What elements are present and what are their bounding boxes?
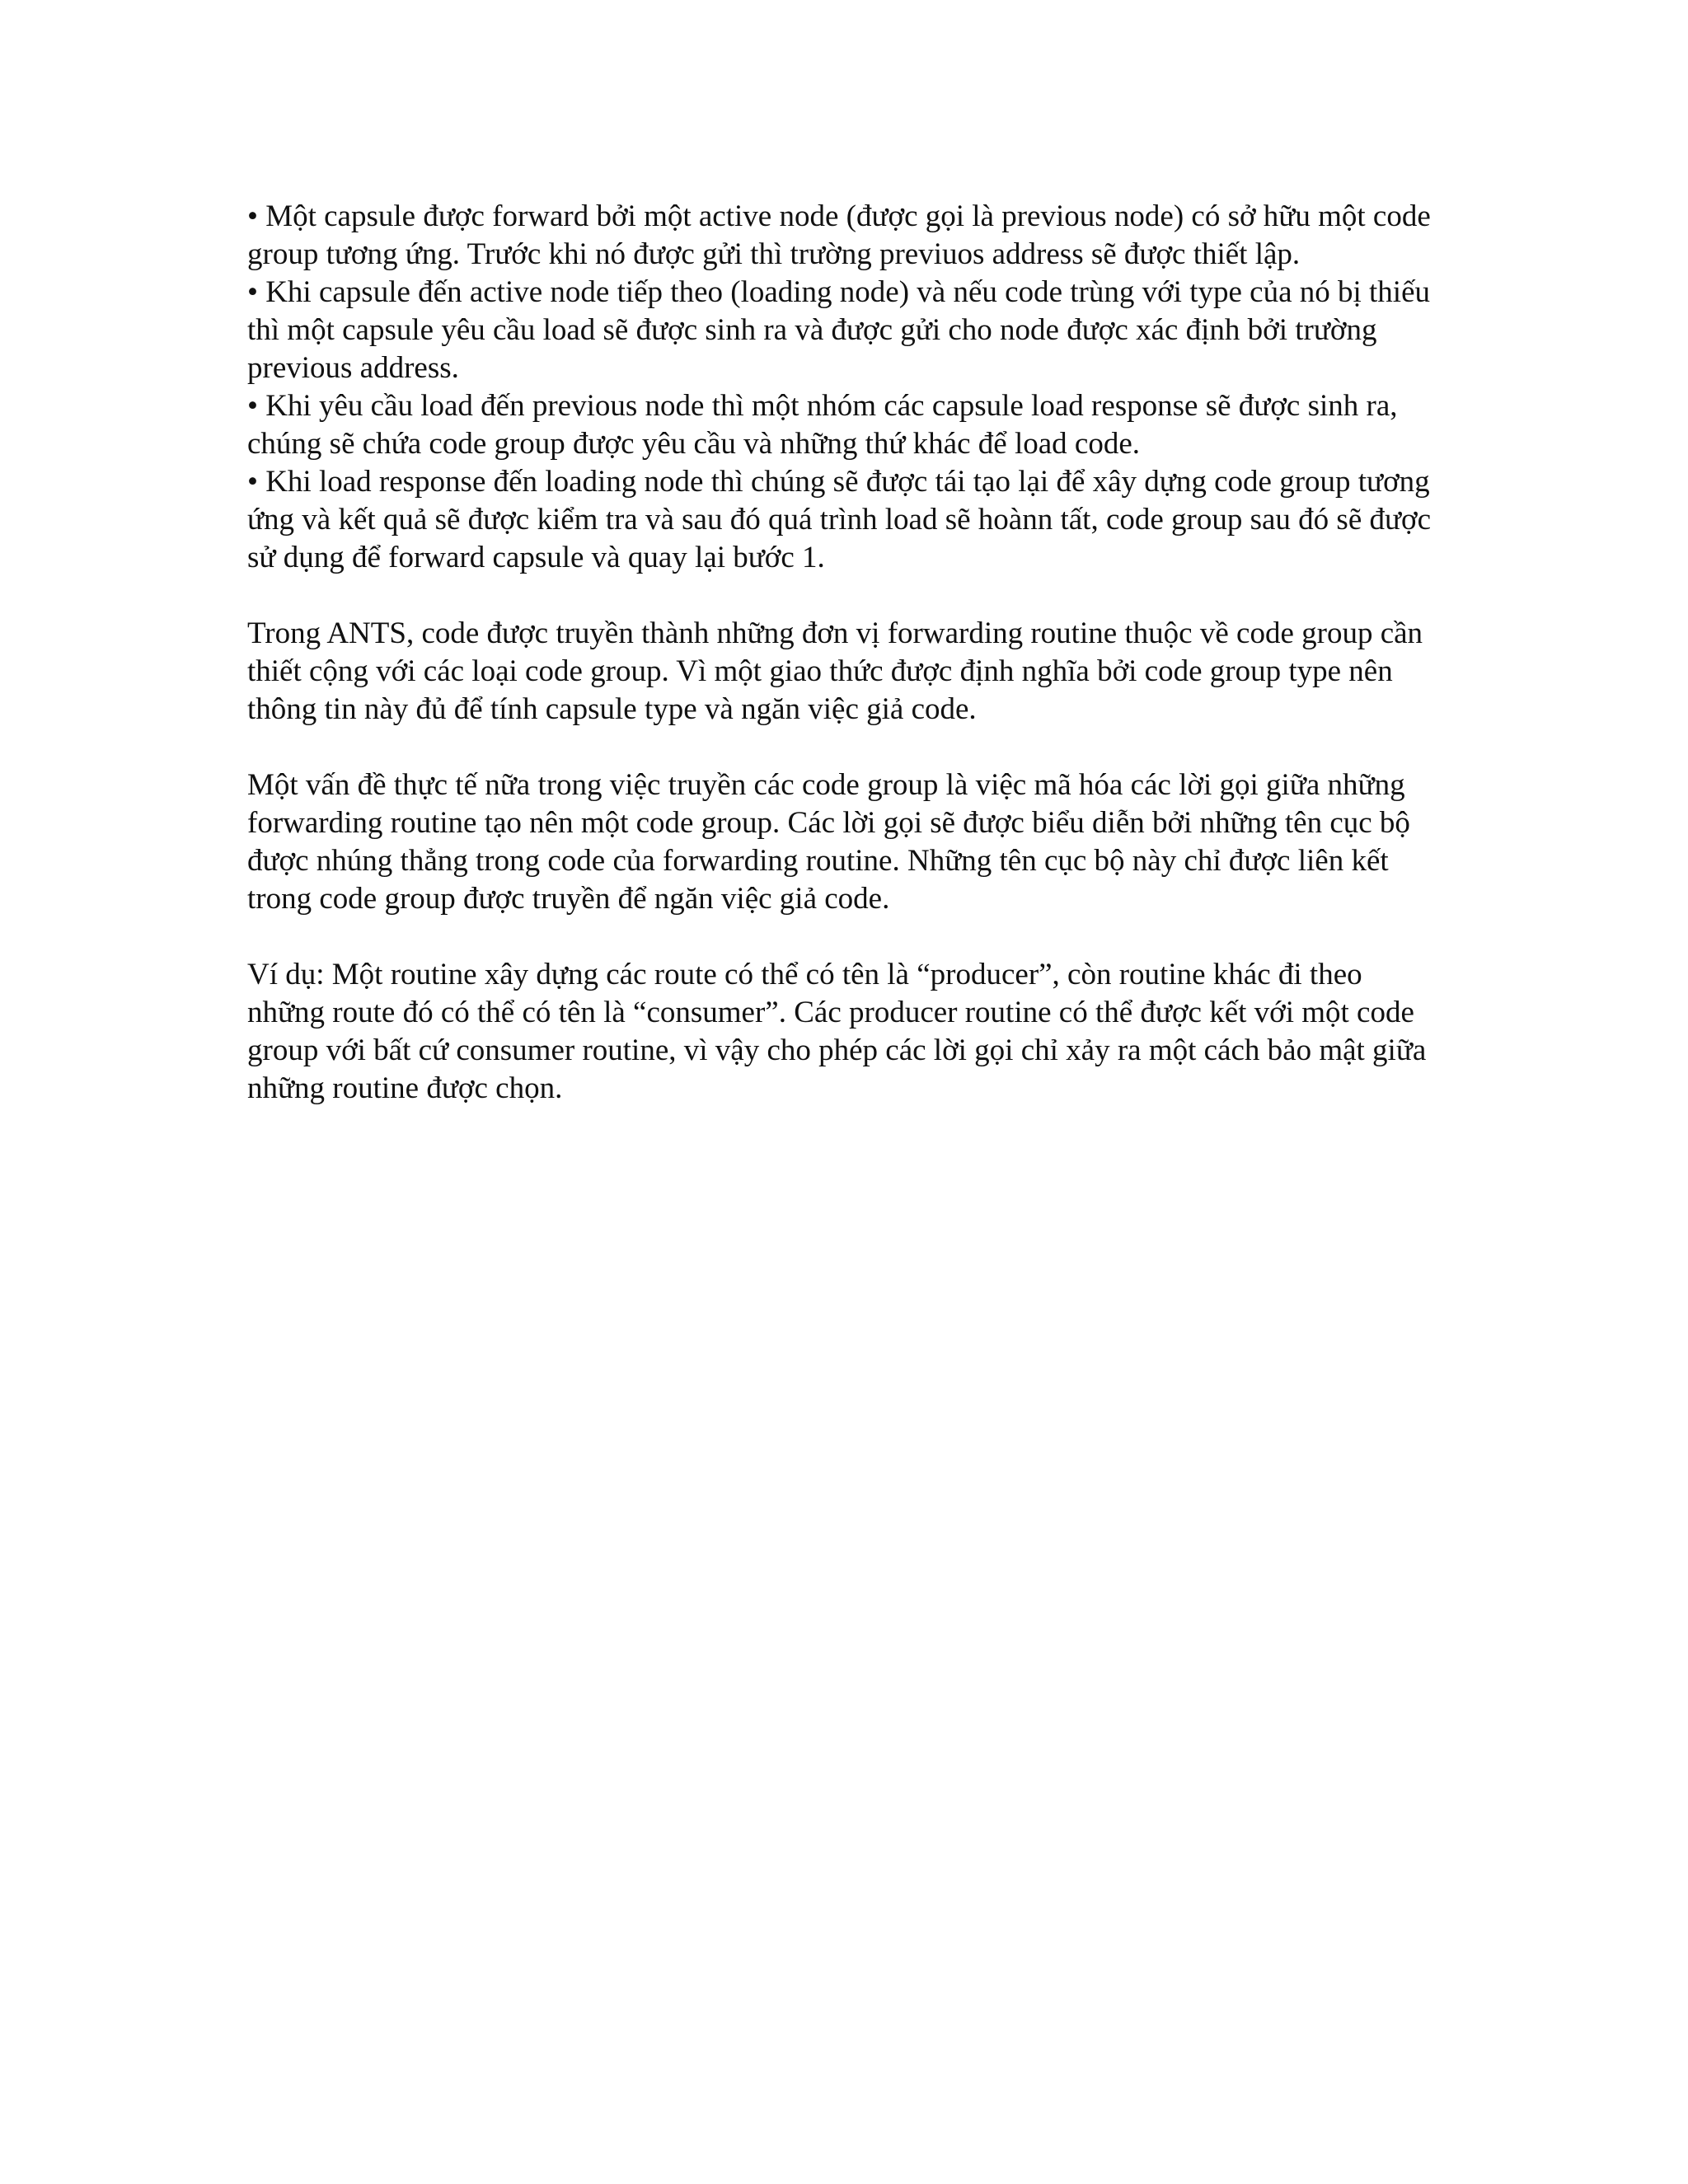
bullet-item-4: • Khi load response đến loading node thì chúng sẽ được tái tạo lại để xây dựng code group tương ứng và kết quả sẽ được kiểm tra và sau đó quá trình load sẽ hoànn tất, code group sau đó sẽ được sử dụng để forward capsule và quay lại bước 1. [247,465,1432,574]
bullet-item-3: • Khi yêu cầu load đến previous node thì một nhóm các capsule load response sẽ được sinh ra, chúng sẽ chứa code group được yêu cầu và những thứ khác để load code. [247,389,1398,461]
bullet-item-2: • Khi capsule đến active node tiếp theo (loading node) và nếu code trùng với type của nó bị thiếu thì một capsule yêu cầu load sẽ được sinh ra và được gửi cho node được xác định bởi trường previous address. [247,275,1430,385]
bullet-list [247,198,1442,577]
paragraph-ants-code-transfer: Trong ANTS, code được truyền thành những đơn vị forwarding routine thuộc về code group cần thiết cộng với các loại code group. Vì một giao thức được định nghĩa bởi code group type nên thông tin này đủ để tính capsule type và ngăn việc giả code. [247,616,1423,726]
paragraph-code-group-calls: Một vấn đề thực tế nữa trong việc truyền các code group là việc mã hóa các lời gọi giữa những forwarding routine tạo nên một code group. Các lời gọi sẽ được biểu diễn bởi những tên cục bộ được nhúng thẳng trong code của forwarding routine. Những tên cục bộ này chỉ được liên kết trong code group được truyền để ngăn việc giả code. [247,768,1410,916]
paragraph-example-producer-consumer: Ví dụ: Một routine xây dựng các route có thể có tên là “producer”, còn routine khác đi theo những route đó có thể có tên là “consumer”. Các producer routine có thể được kết với một code group với bất cứ consumer routine, vì vậy cho phép các lời gọi chỉ xảy ra một cách bảo mật giữa những routine được chọn. [247,958,1427,1105]
document-body [247,198,1442,1108]
bullet-item-1: • Một capsule được forward bởi một active node (được gọi là previous node) có sở hữu một code group tương ứng. Trước khi nó được gửi thì trường previuos address sẽ được thiết lập. [247,199,1431,271]
